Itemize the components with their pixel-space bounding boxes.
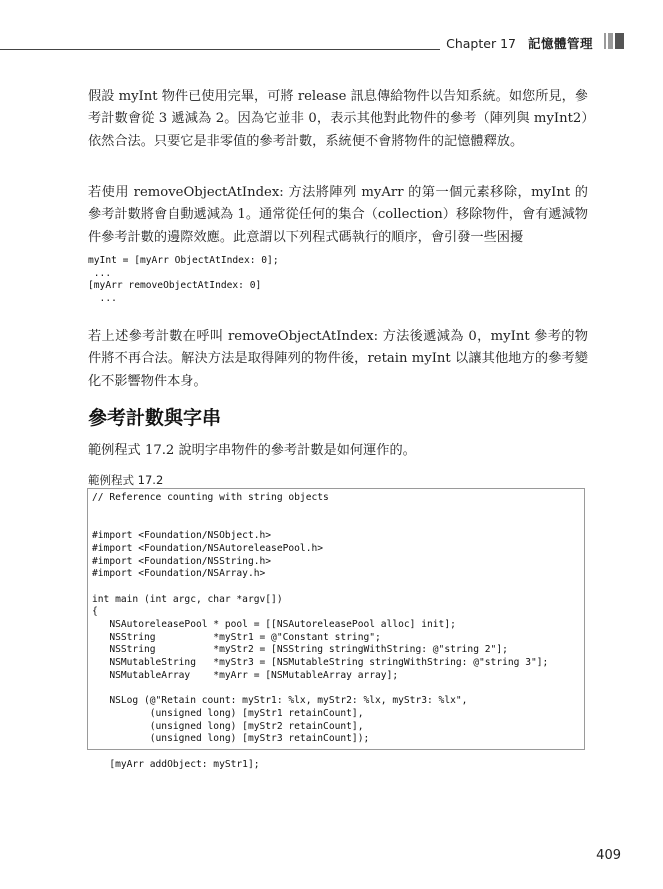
page-header <box>0 0 663 60</box>
chapter-label: Chapter 17 <box>446 36 516 51</box>
header-rule <box>0 49 440 50</box>
paragraph-solution: 若上述參考計數在呼叫 removeObjectAtIndex: 方法後遞減為 0，myInt 參考的物件將不再合法。解決方法是取得陣列的物件後，retain myInt 以讓其他地方的參考變化不影響物件本身。 <box>88 329 588 389</box>
paragraph-release: 假設 myInt 物件已使用完畢，可將 release 訊息傳給物件以告知系統。如您所見，參考計數會從 3 遞減為 2。因為它並非 0，表示其他對此物件的參考（陣列與 myInt2）依然合法。只要它是非零值的參考計數，系統便不會將物件的記憶體釋放。 <box>88 89 588 149</box>
thumb-tab-marker <box>604 33 624 49</box>
code-listing-text: // Reference counting with string objects #import <Foundation/NSObject.h> #import <Foundation/NSAutoreleasePool.h> #import <Foundation/NSString.h> #import <Foundation/NSArray.h> int main (int argc, char *argv[]) { NSAutoreleasePool * pool = [[NSAutoreleasePool alloc] init]; NSString *myStr1 = @"Constant string"; NSString *myStr2 = [NSString stringWithString: @"string 2"]; NSMutableString *myStr3 = [NSMutableString stringWithString: @"string 3"]; NSMutableArray *myArr = [NSMutableArray array]; NSLog (@"Retain count: myStr1: %lx, myStr2: %lx, myStr3: %lx", (unsigned long) [myStr1 retainCount], (unsigned long) [myStr2 retainCount], (unsigned long) [myStr3 retainCount]); [myArr addObject: myStr1]; <box>92 492 549 770</box>
listing-label: 範例程式 17.2 <box>88 473 164 487</box>
code-snippet: myInt = [myArr ObjectAtIndex: 0]; ... [myArr removeObjectAtIndex: 0] ... <box>88 255 279 305</box>
running-head <box>446 34 593 52</box>
code-listing <box>87 488 585 770</box>
paragraph-remove-object: 若使用 removeObjectAtIndex: 方法將陣列 myArr 的第一個元素移除，myInt 的參考計數將會自動遞減為 1。通常從任何的集合（collection）移除物件，會有遞減物件參考計數的邊際效應。此意謂以下列程式碼執行的順序，會引發一些困擾 <box>88 185 588 245</box>
page-number: 409 <box>596 848 621 863</box>
chapter-subject: 記憶體管理 <box>527 36 593 51</box>
section-intro: 範例程式 17.2 說明字串物件的參考計數是如何運作的。 <box>88 443 416 458</box>
section-title: 參考計數與字串 <box>88 407 222 429</box>
